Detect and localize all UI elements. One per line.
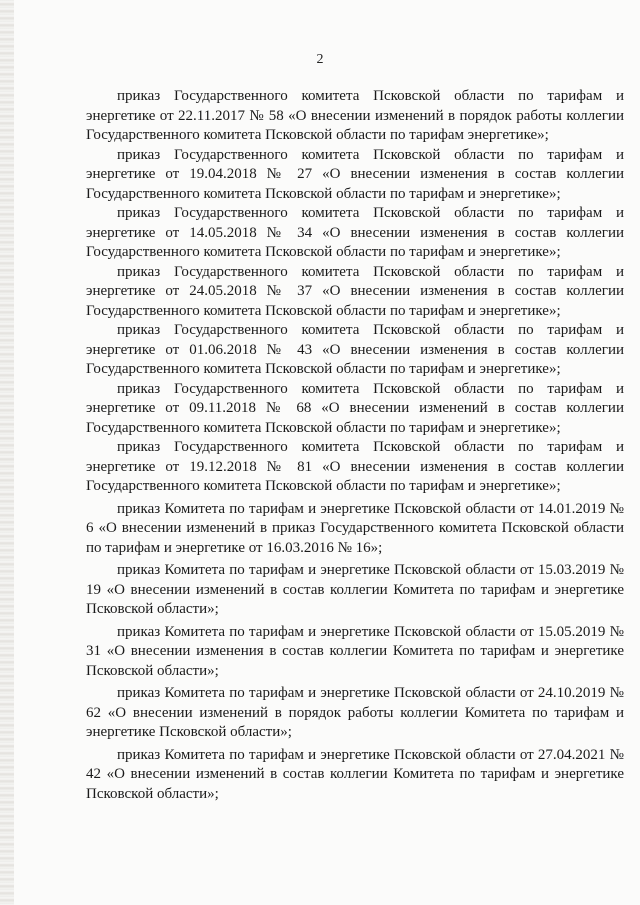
paragraph: приказ Комитета по тарифам и энергетике Псковской области от 24.10.2019 № 62 «О внесении изменений в порядок работы коллегии Комитета по тарифам и энергетике Псковской области»;	[86, 685, 624, 740]
paragraph: приказ Комитета по тарифам и энергетике Псковской области от 15.03.2019 № 19 «О внесении изменений в состав коллегии Комитета по тарифам и энергетике Псковской области»;	[86, 562, 624, 617]
page-number: 2	[316, 52, 324, 67]
scan-edge-shadow	[0, 0, 14, 905]
document-body	[86, 87, 624, 804]
paragraph: приказ Комитета по тарифам и энергетике Псковской области от 27.04.2021 № 42 «О внесении изменений в состав коллегии Комитета по тарифам и энергетике Псковской области»;	[86, 746, 624, 802]
paragraph: приказ Государственного комитета Псковской области по тарифам и энергетике от 22.11.2017 № 58 «О внесении изменений в порядок работы коллегии Государственного комитета Псковской области по тарифам энергетике»;	[86, 88, 624, 143]
paragraph: приказ Комитета по тарифам и энергетике Псковской области от 15.05.2019 № 31 «О внесении изменения в состав коллегии Комитета по тарифам и энергетике Псковской области»;	[86, 623, 624, 679]
paragraph: приказ Государственного комитета Псковской области по тарифам и энергетике от 09.11.2018 № 68 «О внесении изменений в состав коллегии Государственного комитета Псковской области по тарифам и энергетике»;	[86, 380, 624, 436]
paragraph: приказ Государственного комитета Псковской области по тарифам и энергетике от 19.04.2018 № 27 «О внесении изменения в состав коллегии Государственного комитета Псковской области по тарифам и энергетике»;	[86, 146, 624, 202]
paragraph: приказ Государственного комитета Псковской области по тарифам и энергетике от 24.05.2018 № 37 «О внесении изменения в состав коллегии Государственного комитета Псковской области по тарифам и энергетике»;	[86, 263, 624, 319]
paragraph: приказ Государственного комитета Псковской области по тарифам и энергетике от 01.06.2018 № 43 «О внесении изменения в состав коллегии Государственного комитета Псковской области по тарифам и энергетике»;	[86, 322, 624, 377]
paragraph: приказ Комитета по тарифам и энергетике Псковской области от 14.01.2019 № 6 «О внесении изменений в приказ Государственного комитета Псковской области по тарифам и энергетике от 16.03.2016 № 16»;	[86, 500, 624, 556]
paragraph: приказ Государственного комитета Псковской области по тарифам и энергетике от 19.12.2018 № 81 «О внесении изменения в состав коллегии Государственного комитета Псковской области по тарифам и энергетике»;	[86, 439, 624, 494]
paragraph: приказ Государственного комитета Псковской области по тарифам и энергетике от 14.05.2018 № 34 «О внесении изменения в состав коллегии Государственного комитета Псковской области по тарифам и энергетике»;	[86, 205, 624, 260]
